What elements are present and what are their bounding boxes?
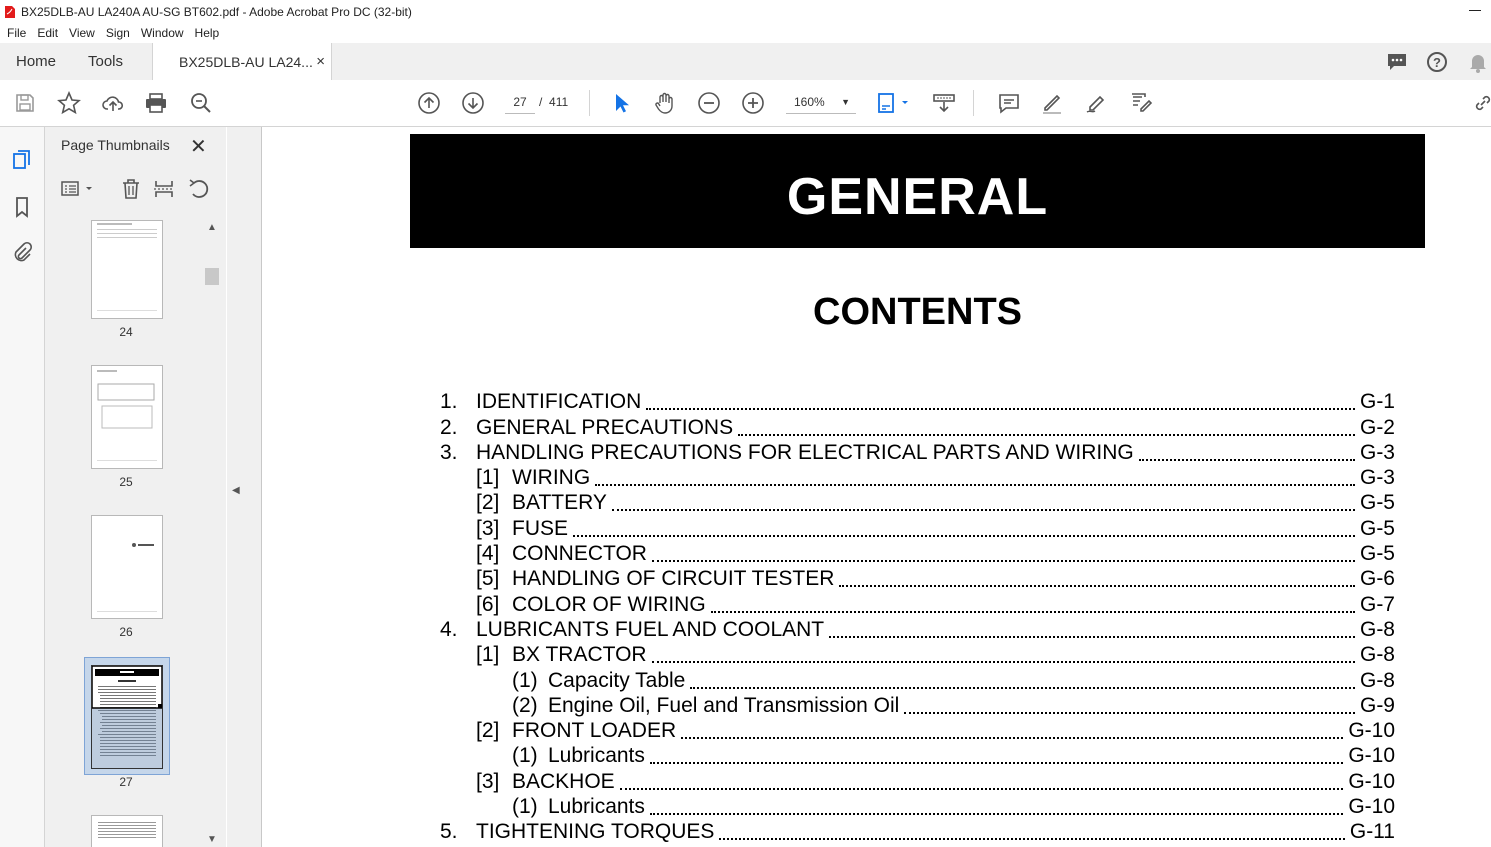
toc-entry-page: G-6 <box>1359 567 1395 591</box>
bookmark-icon[interactable] <box>11 196 33 218</box>
toc-entry-title: FRONT LOADER <box>512 719 677 743</box>
navigation-rail <box>0 127 45 847</box>
toc-entry-number: 2. <box>440 415 458 439</box>
arrow-down-circle-icon <box>461 91 485 115</box>
toc-entry-title: HANDLING PRECAUTIONS FOR ELECTRICAL PARTS AND WIRING <box>476 440 1134 464</box>
toc-entry-title: BATTERY <box>512 491 607 515</box>
toc-entry-title: Lubricants <box>548 795 645 819</box>
toc-dot-leader <box>904 712 1355 714</box>
toc-dot-leader <box>650 762 1343 764</box>
toc-entry-page: G-1 <box>1359 390 1395 414</box>
tab-row <box>0 43 1491 81</box>
cursor-arrow-icon <box>609 91 633 115</box>
toc-entry-number: 3. <box>440 440 458 464</box>
pen-sign-icon <box>1084 91 1108 115</box>
toc-entry-number: (2) <box>512 693 538 717</box>
page-thumbnail[interactable] <box>91 815 163 847</box>
previous-page-button[interactable] <box>417 91 441 115</box>
fill-sign-button[interactable] <box>1084 91 1108 115</box>
toc-entry-page: G-10 <box>1348 795 1395 819</box>
zoom-out-button[interactable] <box>697 91 721 115</box>
toc-entry-number: 5. <box>440 820 458 844</box>
notification-bell-icon[interactable] <box>1467 51 1489 73</box>
toc-entry-page: G-8 <box>1359 643 1395 667</box>
bookmark-star-button[interactable] <box>57 91 81 115</box>
toc-dot-leader <box>573 535 1355 537</box>
toc-entry-page: G-9 <box>1359 693 1395 717</box>
toc-dot-leader <box>620 788 1343 790</box>
toc-dot-leader <box>595 484 1355 486</box>
toc-entry[interactable] <box>440 768 1395 793</box>
tab-document[interactable] <box>152 43 332 81</box>
close-panel-button[interactable]: ✕ <box>190 136 207 158</box>
tab-document-label: BX25DLB-AU LA24... <box>179 54 313 70</box>
toc-entry[interactable] <box>440 667 1395 692</box>
toc-dot-leader <box>612 509 1355 511</box>
attachment-paperclip-icon[interactable] <box>11 241 33 263</box>
star-icon <box>57 91 81 115</box>
cloud-upload-icon <box>101 91 125 115</box>
toc-entry[interactable] <box>440 389 1395 414</box>
toc-entry-title: FUSE <box>512 516 569 540</box>
toc-entry[interactable] <box>440 617 1395 642</box>
toc-entry[interactable] <box>440 541 1395 566</box>
table-of-contents <box>440 389 1395 844</box>
thumbnail-options-icon[interactable] <box>61 178 95 200</box>
toc-entry-page: G-10 <box>1348 769 1395 793</box>
highlight-button[interactable] <box>1040 91 1064 115</box>
toc-entry-number: [5] <box>476 567 500 591</box>
print-button[interactable] <box>144 91 168 115</box>
tab-home[interactable] <box>16 43 56 80</box>
minus-circle-icon <box>697 91 721 115</box>
rotate-page-icon[interactable] <box>188 178 210 200</box>
toc-entry[interactable] <box>440 642 1395 667</box>
menu-sign[interactable]: Sign <box>105 26 130 40</box>
toc-entry-number: [3] <box>476 516 500 540</box>
page-thumbnails-panel <box>45 127 226 847</box>
edit-document-icon <box>1129 91 1153 115</box>
toc-entry[interactable] <box>440 819 1395 844</box>
thumbnail-label: 24 <box>119 325 133 339</box>
toc-entry-page: G-8 <box>1359 617 1395 641</box>
save-icon <box>13 91 37 115</box>
help-icon[interactable] <box>1426 51 1448 73</box>
page-separator: / <box>539 95 543 109</box>
toc-entry-number: 1. <box>440 390 458 414</box>
section-title: GENERAL <box>786 168 1049 226</box>
scroll-up-icon[interactable]: ▲ <box>207 222 217 233</box>
upload-button[interactable] <box>101 91 125 115</box>
toc-entry-title: IDENTIFICATION <box>476 390 642 414</box>
toc-entry-title: HANDLING OF CIRCUIT TESTER <box>512 567 835 591</box>
menu-file[interactable]: File <box>7 26 27 40</box>
delete-page-trash-icon[interactable] <box>120 178 142 200</box>
page-thumbnail-selected[interactable] <box>91 665 163 769</box>
toc-entry-page: G-10 <box>1348 719 1395 743</box>
toc-entry[interactable] <box>440 693 1395 718</box>
thumbnail-label: 26 <box>119 625 133 639</box>
magnifier-icon <box>189 91 213 115</box>
toc-dot-leader <box>829 636 1355 638</box>
panel-collapse-gutter[interactable] <box>227 127 262 847</box>
toolbar <box>0 80 1491 127</box>
hand-tool-button[interactable] <box>653 91 677 115</box>
toc-entry-title: LUBRICANTS FUEL AND COOLANT <box>476 617 825 641</box>
toc-entry-number: [6] <box>476 592 500 616</box>
collapse-arrow-icon[interactable]: ◀ <box>232 485 240 496</box>
arrow-up-circle-icon <box>417 91 441 115</box>
toc-entry-page: G-11 <box>1349 820 1395 844</box>
toc-entry-number: [1] <box>476 643 500 667</box>
toc-entry[interactable] <box>440 465 1395 490</box>
tab-home-label: Home <box>16 53 57 70</box>
toc-entry-title: WIRING <box>512 466 591 490</box>
save-button[interactable] <box>13 91 37 115</box>
page-preview-image <box>92 516 162 618</box>
close-tab-button[interactable]: × <box>316 53 325 70</box>
toc-entry-title: BX TRACTOR <box>512 643 647 667</box>
toc-entry[interactable] <box>440 566 1395 591</box>
total-pages: 411 <box>549 95 569 109</box>
page-preview-image <box>92 816 162 847</box>
title-bar <box>0 0 1491 23</box>
add-comment-button[interactable] <box>997 91 1021 115</box>
toc-entry-page: G-5 <box>1359 516 1395 540</box>
toolbar-divider <box>973 90 974 116</box>
toc-entry-number: (1) <box>512 744 538 768</box>
zoom-in-button[interactable] <box>741 91 765 115</box>
toc-entry-number: [2] <box>476 491 500 515</box>
page-preview-image <box>92 366 162 468</box>
scroll-down-icon[interactable]: ▼ <box>207 834 217 845</box>
minimize-button[interactable] <box>1469 10 1481 12</box>
menu-help[interactable]: Help <box>194 26 220 40</box>
page-preview-image <box>92 221 162 318</box>
share-link-button[interactable] <box>1471 91 1491 115</box>
thumbnail-scrollbar[interactable] <box>205 220 219 847</box>
page-display-button[interactable] <box>876 91 912 115</box>
toc-entry-title: Engine Oil, Fuel and Transmission Oil <box>548 693 900 717</box>
document-view[interactable] <box>262 127 1491 847</box>
toc-entry-page: G-10 <box>1348 744 1395 768</box>
toc-dot-leader <box>738 434 1355 436</box>
toc-entry-page: G-7 <box>1359 592 1395 616</box>
toc-entry-number: (1) <box>512 795 538 819</box>
toc-entry-number: [1] <box>476 466 500 490</box>
toolbar-divider <box>589 90 590 116</box>
tab-tools[interactable] <box>88 43 123 80</box>
hand-icon <box>653 91 677 115</box>
toc-dot-leader <box>690 687 1355 689</box>
highlighter-pen-icon <box>1040 91 1064 115</box>
toc-dot-leader <box>646 408 1355 410</box>
toc-entry-number: (1) <box>512 668 538 692</box>
page-number-input[interactable]: 27 <box>505 91 535 114</box>
thumbnail-label: 27 <box>119 775 133 789</box>
next-page-button[interactable] <box>461 91 485 115</box>
toc-dot-leader <box>650 813 1343 815</box>
comment-icon <box>997 91 1021 115</box>
tab-tools-label: Tools <box>88 53 124 70</box>
toc-entry[interactable] <box>440 743 1395 768</box>
page-thumbnails-icon[interactable] <box>11 149 33 171</box>
toc-dot-leader <box>839 585 1355 587</box>
toc-dot-leader <box>652 661 1355 663</box>
toc-entry-title: BACKHOE <box>512 769 615 793</box>
toc-dot-leader <box>1139 459 1355 461</box>
toc-entry-page: G-3 <box>1359 466 1395 490</box>
split-page-icon[interactable] <box>153 178 175 200</box>
menu-window[interactable]: Window <box>140 26 184 40</box>
zoom-value: 160% <box>794 95 825 109</box>
toc-entry[interactable] <box>440 414 1395 439</box>
scroll-pages-icon <box>932 91 956 115</box>
link-icon <box>1471 91 1491 115</box>
toc-entry[interactable] <box>440 718 1395 743</box>
menu-edit[interactable]: Edit <box>37 26 59 40</box>
toc-entry[interactable] <box>440 794 1395 819</box>
toc-entry[interactable] <box>440 440 1395 465</box>
toc-entry-number: [4] <box>476 542 500 566</box>
toc-entry-title: Lubricants <box>548 744 645 768</box>
toc-entry-title: GENERAL PRECAUTIONS <box>476 415 734 439</box>
thumbnail-list[interactable] <box>45 220 205 847</box>
comment-bubble-icon[interactable] <box>1386 51 1408 73</box>
toc-entry[interactable] <box>440 490 1395 515</box>
page-thumbnail[interactable] <box>91 220 163 319</box>
menu-view[interactable]: View <box>69 26 95 40</box>
toc-entry-title: TIGHTENING TORQUES <box>476 820 715 844</box>
svg-text:?: ? <box>1433 55 1441 70</box>
toc-dot-leader <box>652 560 1355 562</box>
thumbnail-label: 25 <box>119 475 133 489</box>
toc-entry-page: G-8 <box>1359 668 1395 692</box>
toc-dot-leader <box>719 838 1345 840</box>
zoom-level-select[interactable] <box>786 91 856 114</box>
select-tool-button[interactable] <box>609 91 633 115</box>
page-thumbnail[interactable] <box>91 515 163 619</box>
toc-entry-page: G-2 <box>1359 415 1395 439</box>
panel-title: Page Thumbnails <box>61 137 170 153</box>
toc-entry-number: 4. <box>440 617 458 641</box>
toc-entry-page: G-5 <box>1359 491 1395 515</box>
fit-page-icon <box>876 91 912 115</box>
toc-entry-title: CONNECTOR <box>512 542 647 566</box>
toc-entry-page: G-5 <box>1359 542 1395 566</box>
toc-entry[interactable] <box>440 591 1395 616</box>
window-title: BX25DLB-AU LA240A AU-SG BT602.pdf - Adobe Acrobat Pro DC (32-bit) <box>21 4 412 19</box>
toc-dot-leader <box>711 611 1355 613</box>
find-button[interactable] <box>189 91 213 115</box>
plus-circle-icon <box>741 91 765 115</box>
toc-entry[interactable] <box>440 515 1395 540</box>
toc-entry-title: COLOR OF WIRING <box>512 592 706 616</box>
page-count <box>539 91 568 113</box>
toc-dot-leader <box>681 737 1343 739</box>
page-thumbnail[interactable] <box>91 365 163 469</box>
scrollbar-thumb[interactable] <box>205 268 219 285</box>
printer-icon <box>144 91 168 115</box>
scroll-mode-button[interactable] <box>932 91 956 115</box>
section-banner <box>410 134 1425 248</box>
pdf-file-icon <box>5 6 15 18</box>
toc-entry-number: [2] <box>476 719 500 743</box>
menu-bar <box>0 23 1491 43</box>
contents-heading: CONTENTS <box>813 291 1022 333</box>
page-preview-image <box>92 666 162 768</box>
chevron-down-icon: ▼ <box>841 97 850 107</box>
edit-pdf-button[interactable] <box>1129 91 1153 115</box>
toc-entry-page: G-3 <box>1359 440 1395 464</box>
toc-entry-title: Capacity Table <box>548 668 686 692</box>
toc-entry-number: [3] <box>476 769 500 793</box>
